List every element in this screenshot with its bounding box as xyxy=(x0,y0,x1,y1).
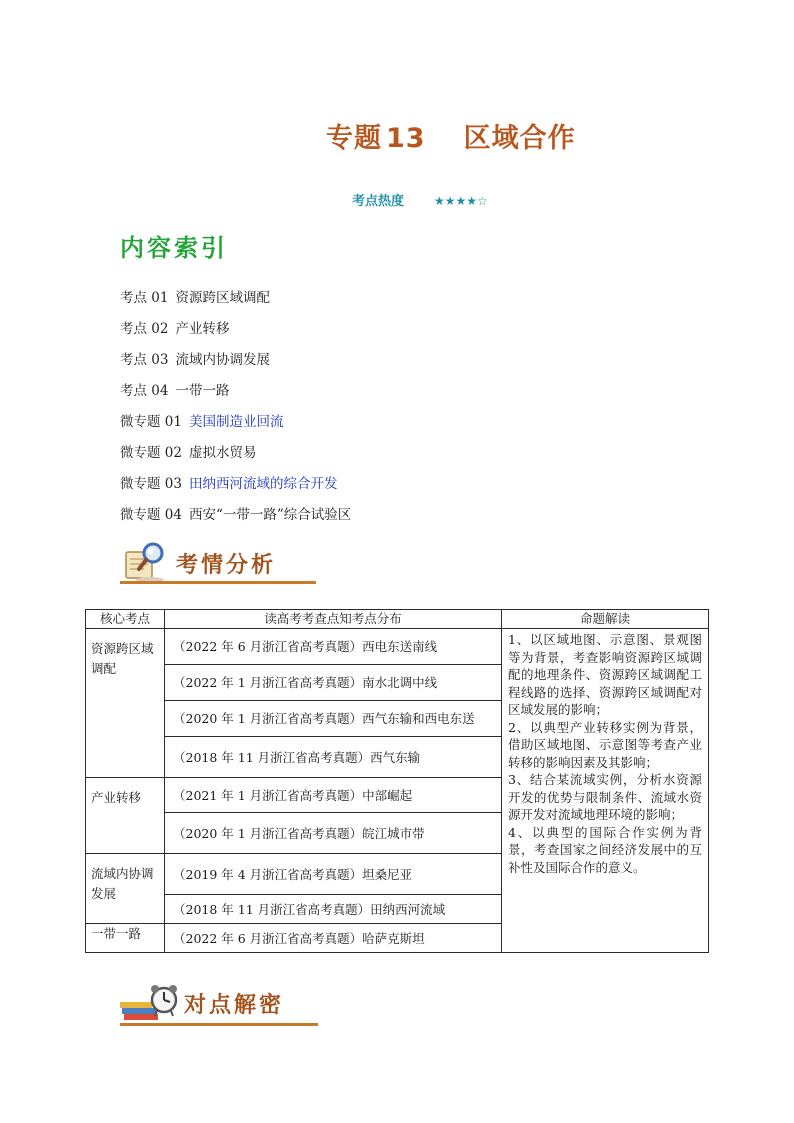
exam-analysis-table xyxy=(85,609,709,953)
index-item-tag: 考点 04 xyxy=(120,383,169,399)
title-part-1: 专题 xyxy=(326,123,382,154)
source-cell: （2020 年 1 月浙江省高考真题）西气东输和西电东送 xyxy=(165,701,502,737)
analysis-underline xyxy=(120,581,316,584)
index-item[interactable] xyxy=(120,410,351,441)
index-item-tag: 微专题 03 xyxy=(120,476,182,492)
index-item[interactable] xyxy=(120,348,351,379)
index-item-name: 田纳西河流域的综合开发 xyxy=(188,476,338,492)
interpretation-point: 2、以典型产业转移实例为背景，借助区域地图、示意图等考查产业转移的影响因素及其影响； xyxy=(508,719,702,770)
index-item-name: 一带一路 xyxy=(175,383,230,399)
index-item-name: 虚拟水贸易 xyxy=(188,445,257,461)
source-cell: （2022 年 1 月浙江省高考真题）南水北调中线 xyxy=(165,665,502,701)
decrypt-section-header xyxy=(120,978,318,1026)
source-cell: （2018 年 11 月浙江省高考真题）田纳西河流域 xyxy=(165,895,502,924)
index-item[interactable] xyxy=(120,379,351,410)
index-item-tag: 考点 02 xyxy=(120,321,169,337)
index-item[interactable] xyxy=(120,503,351,534)
index-item[interactable] xyxy=(120,441,351,472)
index-item-name: 美国制造业回流 xyxy=(188,414,284,430)
header-interpretation: 命题解读 xyxy=(502,610,709,629)
content-index-list xyxy=(120,286,351,534)
source-cell: （2019 年 4 月浙江省高考真题）坦桑尼亚 xyxy=(165,854,502,895)
header-core-topic: 核心考点 xyxy=(86,610,165,629)
alarm-clock-books-icon xyxy=(120,978,180,1024)
index-item-name: 流域内协调发展 xyxy=(175,352,270,368)
source-cell: （2022 年 6 月浙江省高考真题）西电东送南线 xyxy=(165,629,502,665)
index-item-tag: 微专题 04 xyxy=(120,507,182,523)
decrypt-heading: 对点解密 xyxy=(184,993,285,1018)
index-item-name: 产业转移 xyxy=(175,321,230,337)
interpretation-point: 4、以典型的国际合作实例为背景，考查国家之间经济发展中的互补性及国际合作的意义。 xyxy=(508,824,702,875)
interpretation-point: 3、结合某流域实例，分析水资源开发的优势与限制条件、流域水资源开发对流域地理环境的影响； xyxy=(508,772,702,822)
index-item-tag: 微专题 01 xyxy=(120,414,182,430)
interpretation-cell xyxy=(502,629,709,953)
category-cell: 资源跨区域调配 xyxy=(86,629,165,778)
category-cell: 一带一路 xyxy=(86,924,165,953)
title-part-2: 区域合作 xyxy=(463,123,576,154)
index-item-tag: 考点 03 xyxy=(120,352,169,368)
source-cell: （2021 年 1 月浙江省高考真题）中部崛起 xyxy=(165,778,502,813)
heat-stars: ★★★★☆ xyxy=(434,194,488,208)
title-number: 13 xyxy=(386,123,426,154)
index-item[interactable] xyxy=(120,317,351,348)
index-item[interactable] xyxy=(120,472,351,503)
source-cell: （2018 年 11 月浙江省高考真题）西气东输 xyxy=(165,737,502,778)
decrypt-underline xyxy=(120,1023,318,1026)
heat-rating xyxy=(352,190,488,209)
index-item-tag: 考点 01 xyxy=(120,290,169,306)
analysis-section-header xyxy=(120,540,316,584)
index-item-tag: 微专题 02 xyxy=(120,445,182,461)
source-cell: （2022 年 6 月浙江省高考真题）哈萨克斯坦 xyxy=(165,924,502,953)
source-cell: （2020 年 1 月浙江省高考真题）皖江城市带 xyxy=(165,813,502,854)
magnifier-notebook-icon xyxy=(120,540,168,584)
index-item[interactable] xyxy=(120,286,351,317)
index-item-name: 资源跨区域调配 xyxy=(175,290,270,306)
header-exam-distribution: 读高考考查点知考点分布 xyxy=(165,610,502,629)
category-cell: 产业转移 xyxy=(86,778,165,854)
table-header-row xyxy=(86,610,709,629)
document-title xyxy=(326,116,576,155)
index-heading: 内容索引 xyxy=(120,234,228,262)
index-item-name: 西安“一带一路”综合试验区 xyxy=(188,507,352,523)
interpretation-point: 1、以区域地图、示意图、景观图等为背景，考查影响资源跨区域调配的地理条件、资源跨区域调配工程线路的选择、资源跨区域调配对区域发展的影响； xyxy=(508,632,702,717)
heat-label: 考点热度 xyxy=(352,194,405,209)
analysis-heading: 考情分析 xyxy=(176,553,277,578)
category-cell: 流域内协调发展 xyxy=(86,854,165,924)
table-row xyxy=(86,629,709,665)
